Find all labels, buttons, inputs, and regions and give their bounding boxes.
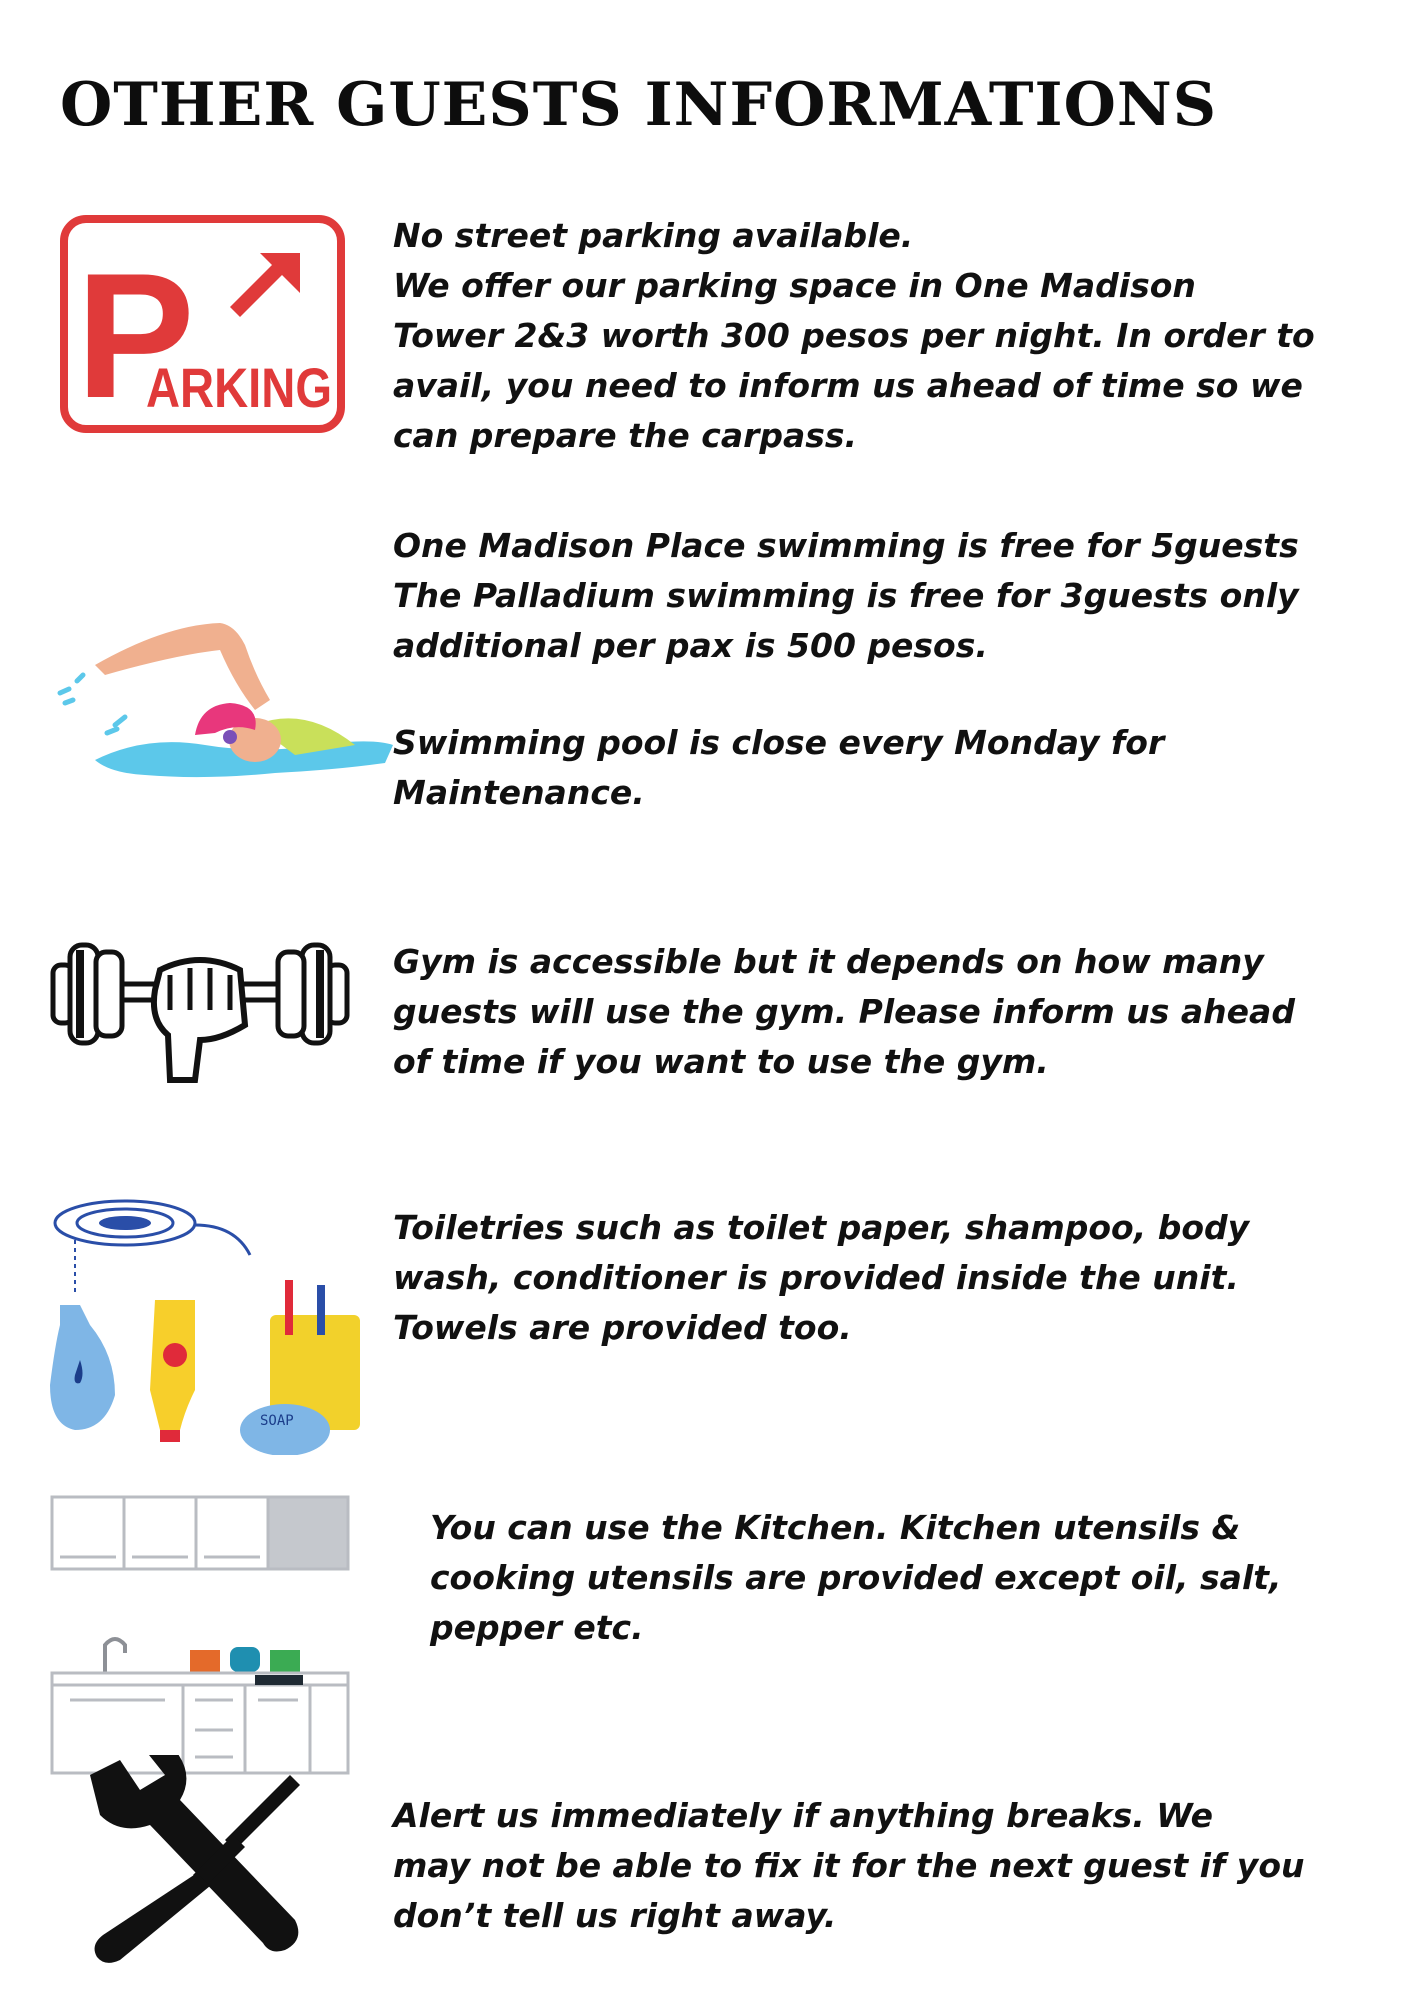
pool-text (393, 521, 1299, 671)
pool-note-line: Maintenance. (393, 773, 645, 812)
swimmer-icon (55, 605, 395, 790)
gym-line: Gym is accessible but it depends on how many (393, 942, 1264, 981)
toiletries-line: Towels are provided too. (393, 1308, 852, 1347)
parking-line: avail, you need to inform us ahead of time so we (393, 366, 1303, 405)
toiletries-line: Toiletries such as toilet paper, shampoo, body (393, 1208, 1250, 1247)
pool-line: additional per pax is 500 pesos. (393, 626, 988, 665)
gym-text (393, 937, 1295, 1087)
kitchen-line: You can use the Kitchen. Kitchen utensils & (430, 1508, 1241, 1547)
pool-note-line: Swimming pool is close every Monday for (393, 723, 1165, 762)
repairs-line: Alert us immediately if anything breaks. We (393, 1796, 1213, 1835)
kitchen-cabinets-icon (50, 1495, 350, 1775)
dumbbell-fist-icon (50, 930, 350, 1090)
parking-sign-icon (60, 215, 345, 433)
toiletries-line: wash, conditioner is provided inside the unit. (393, 1258, 1239, 1297)
repairs-text (393, 1791, 1304, 1941)
parking-sign-letter: P (76, 236, 195, 433)
gym-line: of time if you want to use the gym. (393, 1042, 1049, 1081)
toiletries-text (393, 1203, 1249, 1353)
parking-line: No street parking available. (393, 216, 914, 255)
parking-sign-word: ARKING (146, 356, 332, 419)
parking-line: We offer our parking space in One Madison (393, 266, 1196, 305)
pool-line: One Madison Place swimming is free for 5guests (393, 526, 1299, 565)
repairs-line: may not be able to fix it for the next guest if you (393, 1846, 1305, 1885)
kitchen-line: cooking utensils are provided except oil, salt, (430, 1558, 1282, 1597)
parking-line: Tower 2&3 worth 300 pesos per night. In order to (393, 316, 1315, 355)
parking-text (393, 211, 1315, 461)
gym-line: guests will use the gym. Please inform us ahead (393, 992, 1295, 1031)
wrench-screwdriver-icon (85, 1755, 305, 1970)
soap-label: SOAP (260, 1413, 294, 1429)
kitchen-text (430, 1503, 1282, 1653)
parking-line: can prepare the carpass. (393, 416, 858, 455)
pool-note (393, 718, 1164, 818)
page-title: OTHER GUESTS INFORMATIONS (60, 70, 1218, 140)
repairs-line: don’t tell us right away. (393, 1896, 837, 1935)
pool-line: The Palladium swimming is free for 3guests only (393, 576, 1299, 615)
kitchen-line: pepper etc. (430, 1608, 644, 1647)
toiletries-icon (45, 1185, 365, 1455)
